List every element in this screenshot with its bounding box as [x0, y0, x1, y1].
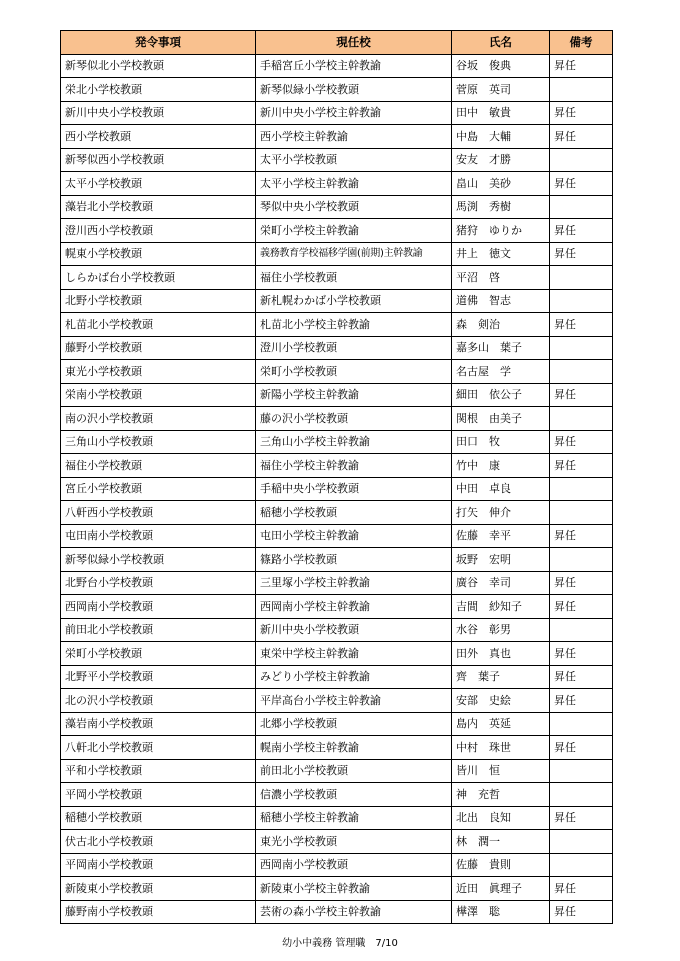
cell-current-school: 屯田小学校主幹教諭 — [256, 524, 452, 548]
cell-assignment: 北野小学校教頭 — [61, 289, 256, 313]
table-row — [61, 289, 613, 313]
cell-name: 畠山 美砂 — [452, 172, 550, 196]
cell-assignment: 新陵東小学校教頭 — [61, 877, 256, 901]
cell-name: 中島 大輔 — [452, 125, 550, 149]
table-row — [61, 571, 613, 595]
cell-remarks — [550, 853, 613, 877]
cell-current-school: 澄川小学校教頭 — [256, 336, 452, 360]
cell-current-school: 新陵東小学校主幹教諭 — [256, 877, 452, 901]
cell-remarks — [550, 360, 613, 384]
cell-remarks: 昇任 — [550, 900, 613, 924]
cell-current-school: 稲穂小学校教頭 — [256, 501, 452, 525]
cell-assignment: 藻岩南小学校教頭 — [61, 712, 256, 736]
cell-name: 打矢 伸介 — [452, 501, 550, 525]
cell-assignment: 藤野南小学校教頭 — [61, 900, 256, 924]
cell-current-school: 前田北小学校教頭 — [256, 759, 452, 783]
cell-current-school: 新川中央小学校教頭 — [256, 618, 452, 642]
cell-current-school: 信濃小学校教頭 — [256, 783, 452, 807]
table-row — [61, 877, 613, 901]
cell-remarks: 昇任 — [550, 736, 613, 760]
table-row — [61, 101, 613, 125]
cell-current-school: 栄町小学校教頭 — [256, 360, 452, 384]
cell-remarks: 昇任 — [550, 219, 613, 243]
table-row — [61, 172, 613, 196]
cell-remarks: 昇任 — [550, 454, 613, 478]
table-row — [61, 806, 613, 830]
cell-current-school: 篠路小学校教頭 — [256, 548, 452, 572]
table-row — [61, 830, 613, 854]
cell-name: 安友 才勝 — [452, 148, 550, 172]
table-row — [61, 524, 613, 548]
table-row — [61, 642, 613, 666]
cell-assignment: 八軒北小学校教頭 — [61, 736, 256, 760]
cell-name: 吉間 紗知子 — [452, 595, 550, 619]
cell-assignment: 宮丘小学校教頭 — [61, 477, 256, 501]
cell-remarks: 昇任 — [550, 101, 613, 125]
cell-remarks — [550, 289, 613, 313]
cell-assignment: 新琴似北小学校教頭 — [61, 54, 256, 78]
cell-remarks: 昇任 — [550, 524, 613, 548]
cell-remarks: 昇任 — [550, 172, 613, 196]
cell-assignment: 太平小学校教頭 — [61, 172, 256, 196]
cell-remarks: 昇任 — [550, 689, 613, 713]
cell-assignment: 栄南小学校教頭 — [61, 383, 256, 407]
cell-remarks: 昇任 — [550, 313, 613, 337]
cell-assignment: 八軒西小学校教頭 — [61, 501, 256, 525]
cell-name: 田口 牧 — [452, 430, 550, 454]
cell-assignment: 屯田南小学校教頭 — [61, 524, 256, 548]
cell-assignment: 平岡南小学校教頭 — [61, 853, 256, 877]
cell-name: 道佛 智志 — [452, 289, 550, 313]
table-row — [61, 900, 613, 924]
cell-remarks: 昇任 — [550, 642, 613, 666]
header-assignment: 発令事項 — [61, 31, 256, 55]
cell-assignment: 北野平小学校教頭 — [61, 665, 256, 689]
cell-name: 島内 英延 — [452, 712, 550, 736]
cell-name: 井上 徳文 — [452, 242, 550, 266]
cell-assignment: 栄町小学校教頭 — [61, 642, 256, 666]
cell-remarks — [550, 336, 613, 360]
table-row — [61, 759, 613, 783]
table-row — [61, 360, 613, 384]
cell-name: 佐藤 幸平 — [452, 524, 550, 548]
table-row — [61, 736, 613, 760]
cell-assignment: 藤野小学校教頭 — [61, 336, 256, 360]
table-row — [61, 712, 613, 736]
cell-name: 中村 珠世 — [452, 736, 550, 760]
cell-name: 田中 敏貴 — [452, 101, 550, 125]
cell-remarks — [550, 148, 613, 172]
table-row — [61, 266, 613, 290]
cell-current-school: 北郷小学校教頭 — [256, 712, 452, 736]
table-row — [61, 54, 613, 78]
cell-current-school: 稲穂小学校主幹教諭 — [256, 806, 452, 830]
cell-assignment: 新琴似緑小学校教頭 — [61, 548, 256, 572]
cell-current-school: 三里塚小学校主幹教諭 — [256, 571, 452, 595]
cell-current-school: 芸術の森小学校主幹教諭 — [256, 900, 452, 924]
cell-name: 皆川 恒 — [452, 759, 550, 783]
cell-name: 猪狩 ゆりか — [452, 219, 550, 243]
cell-assignment: 澄川西小学校教頭 — [61, 219, 256, 243]
cell-remarks — [550, 195, 613, 219]
table-row — [61, 595, 613, 619]
cell-assignment: 平岡小学校教頭 — [61, 783, 256, 807]
cell-current-school: みどり小学校主幹教諭 — [256, 665, 452, 689]
cell-current-school: 三角山小学校主幹教諭 — [256, 430, 452, 454]
personnel-table — [60, 30, 613, 924]
cell-current-school: 栄町小学校主幹教諭 — [256, 219, 452, 243]
cell-name: 平沼 啓 — [452, 266, 550, 290]
table-row — [61, 313, 613, 337]
cell-current-school: 幌南小学校主幹教諭 — [256, 736, 452, 760]
cell-remarks: 昇任 — [550, 242, 613, 266]
table-row — [61, 336, 613, 360]
table-row — [61, 219, 613, 243]
cell-current-school: 藤の沢小学校教頭 — [256, 407, 452, 431]
cell-remarks — [550, 830, 613, 854]
cell-name: 菅原 英司 — [452, 78, 550, 102]
table-row — [61, 689, 613, 713]
cell-remarks: 昇任 — [550, 806, 613, 830]
cell-remarks: 昇任 — [550, 430, 613, 454]
header-current-school: 現任校 — [256, 31, 452, 55]
table-row — [61, 125, 613, 149]
cell-remarks: 昇任 — [550, 125, 613, 149]
cell-assignment: 藻岩北小学校教頭 — [61, 195, 256, 219]
cell-current-school: 義務教育学校福移学園(前期)主幹教諭 — [256, 242, 452, 266]
cell-current-school: 西岡南小学校教頭 — [256, 853, 452, 877]
cell-assignment: 幌東小学校教頭 — [61, 242, 256, 266]
header-name: 氏名 — [452, 31, 550, 55]
cell-assignment: 前田北小学校教頭 — [61, 618, 256, 642]
table-row — [61, 548, 613, 572]
cell-assignment: 東光小学校教頭 — [61, 360, 256, 384]
cell-remarks — [550, 759, 613, 783]
cell-current-school: 琴似中央小学校教頭 — [256, 195, 452, 219]
cell-remarks — [550, 407, 613, 431]
cell-name: 佐藤 貴則 — [452, 853, 550, 877]
cell-assignment: 札苗北小学校教頭 — [61, 313, 256, 337]
cell-name: 齊 葉子 — [452, 665, 550, 689]
cell-assignment: 北の沢小学校教頭 — [61, 689, 256, 713]
table-row — [61, 853, 613, 877]
cell-current-school: 太平小学校主幹教諭 — [256, 172, 452, 196]
cell-assignment: 南の沢小学校教頭 — [61, 407, 256, 431]
cell-current-school: 西小学校主幹教諭 — [256, 125, 452, 149]
cell-current-school: 太平小学校教頭 — [256, 148, 452, 172]
cell-current-school: 手稲中央小学校教頭 — [256, 477, 452, 501]
table-row — [61, 665, 613, 689]
table-row — [61, 618, 613, 642]
table-row — [61, 477, 613, 501]
cell-remarks — [550, 78, 613, 102]
table-row — [61, 783, 613, 807]
cell-name: 水谷 彰男 — [452, 618, 550, 642]
cell-remarks — [550, 477, 613, 501]
cell-remarks: 昇任 — [550, 595, 613, 619]
cell-remarks — [550, 618, 613, 642]
cell-assignment: 栄北小学校教頭 — [61, 78, 256, 102]
cell-remarks — [550, 712, 613, 736]
table-row — [61, 242, 613, 266]
cell-current-school: 東栄中学校主幹教諭 — [256, 642, 452, 666]
cell-current-school: 札苗北小学校主幹教諭 — [256, 313, 452, 337]
cell-assignment: 三角山小学校教頭 — [61, 430, 256, 454]
cell-assignment: 平和小学校教頭 — [61, 759, 256, 783]
cell-current-school: 新札幌わかば小学校教頭 — [256, 289, 452, 313]
cell-remarks: 昇任 — [550, 571, 613, 595]
table-row — [61, 148, 613, 172]
cell-assignment: 新琴似西小学校教頭 — [61, 148, 256, 172]
cell-name: 神 充哲 — [452, 783, 550, 807]
cell-current-school: 新川中央小学校主幹教諭 — [256, 101, 452, 125]
cell-name: 北出 良知 — [452, 806, 550, 830]
cell-name: 廣谷 幸司 — [452, 571, 550, 595]
cell-name: 名古屋 学 — [452, 360, 550, 384]
page-footer: 幼小中義務 管理職 7/10 — [282, 938, 398, 949]
cell-name: 坂野 宏明 — [452, 548, 550, 572]
cell-name: 細田 依公子 — [452, 383, 550, 407]
cell-remarks: 昇任 — [550, 54, 613, 78]
cell-remarks — [550, 501, 613, 525]
table-body — [61, 54, 613, 924]
header-row — [61, 31, 613, 55]
cell-current-school: 平岸高台小学校主幹教諭 — [256, 689, 452, 713]
cell-remarks: 昇任 — [550, 383, 613, 407]
cell-assignment: 新川中央小学校教頭 — [61, 101, 256, 125]
cell-current-school: 福住小学校教頭 — [256, 266, 452, 290]
cell-remarks: 昇任 — [550, 877, 613, 901]
cell-name: 中田 卓良 — [452, 477, 550, 501]
cell-assignment: 福住小学校教頭 — [61, 454, 256, 478]
cell-current-school: 東光小学校教頭 — [256, 830, 452, 854]
cell-current-school: 新陽小学校主幹教諭 — [256, 383, 452, 407]
cell-name: 林 潤一 — [452, 830, 550, 854]
cell-assignment: 西岡南小学校教頭 — [61, 595, 256, 619]
cell-name: 谷坂 俊典 — [452, 54, 550, 78]
cell-current-school: 新琴似緑小学校教頭 — [256, 78, 452, 102]
cell-assignment: 稲穂小学校教頭 — [61, 806, 256, 830]
cell-name: 嘉多山 葉子 — [452, 336, 550, 360]
table-row — [61, 501, 613, 525]
cell-name: 馬渕 秀樹 — [452, 195, 550, 219]
table-row — [61, 195, 613, 219]
cell-remarks: 昇任 — [550, 665, 613, 689]
cell-name: 森 剣治 — [452, 313, 550, 337]
table-row — [61, 78, 613, 102]
cell-name: 竹中 康 — [452, 454, 550, 478]
cell-assignment: しらかば台小学校教頭 — [61, 266, 256, 290]
cell-current-school: 手稲宮丘小学校主幹教諭 — [256, 54, 452, 78]
header-remarks: 備考 — [550, 31, 613, 55]
cell-assignment: 伏古北小学校教頭 — [61, 830, 256, 854]
cell-remarks — [550, 266, 613, 290]
cell-name: 近田 眞理子 — [452, 877, 550, 901]
cell-assignment: 西小学校教頭 — [61, 125, 256, 149]
table-row — [61, 407, 613, 431]
cell-assignment: 北野台小学校教頭 — [61, 571, 256, 595]
cell-name: 安部 史絵 — [452, 689, 550, 713]
cell-current-school: 福住小学校主幹教諭 — [256, 454, 452, 478]
cell-current-school: 西岡南小学校主幹教諭 — [256, 595, 452, 619]
cell-remarks — [550, 548, 613, 572]
cell-name: 関根 由美子 — [452, 407, 550, 431]
table-row — [61, 454, 613, 478]
cell-remarks — [550, 783, 613, 807]
cell-name: 田外 真也 — [452, 642, 550, 666]
table-row — [61, 383, 613, 407]
cell-name: 樺澤 聡 — [452, 900, 550, 924]
table-row — [61, 430, 613, 454]
